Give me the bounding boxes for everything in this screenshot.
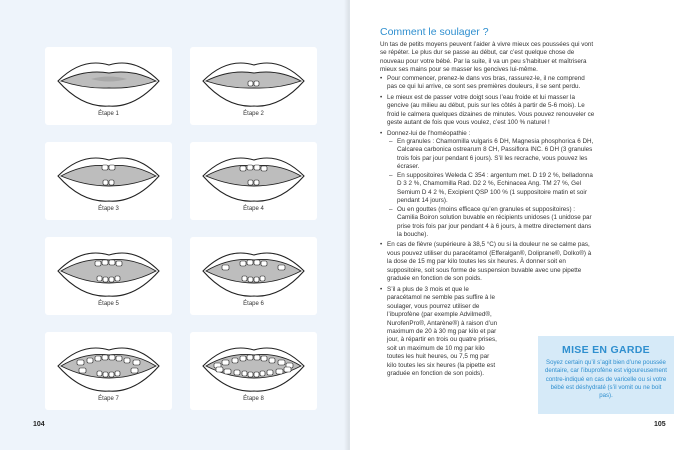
list-item: • Le mieux est de passer votre doigt sous l’eau froide et lui masser la gencive (au milieu au début, puis sur les côtés à partir de 5-6 mois). Le froid le calmera quelques dizaines de minutes. Vous pouvez renouveler ce geste autant de fois que vous voulez, c’est 100 % naturel !	[380, 94, 596, 128]
illustration-step-5	[45, 237, 172, 315]
warning-text: Soyez certain qu’il s’agit bien d’une poussée dentaire, car l’ibuprofène est vigoureusement contre-indiqué en cas de varicelle ou si votre bébé est déshydraté (s’il vomit ou ne boit pas).	[545, 359, 667, 400]
illustration-step-6	[190, 237, 317, 315]
sub-list-item: – En granules : Chamomilla vulgaris 6 DH, Magnesia phosphorica 6 DH, Calcarea carbonica ostrearum 8 CH, Passiflora INC. 6 DH (3 granules trois fois par jour pendant 6 jours). S’il les recrache, vous pouvez les écraser.	[387, 138, 596, 172]
page-number-right: 105	[654, 421, 666, 428]
step-label: Étape 7	[98, 396, 119, 402]
step-label: Étape 8	[243, 396, 264, 402]
mouth-illustration-icon	[55, 51, 162, 111]
article-body	[380, 41, 596, 379]
list-item-homeopathy	[380, 130, 596, 240]
warning-box	[538, 336, 674, 414]
illustration-step-3	[45, 142, 172, 220]
illustration-step-4	[190, 142, 317, 220]
illustration-step-2	[190, 47, 317, 125]
step-label: Étape 4	[243, 206, 264, 212]
list-item: • Pour commencer, prenez-le dans vos bras, rassurez-le, il ne comprend pas ce qui lui arrive, ce sont ses premières douleurs, il se sent perdu.	[380, 75, 596, 92]
sub-list-item: – Ou en gouttes (moins efficace qu’en granules et suppositoires) : Camilia Boiron solution buvable en récipients unidoses (1 unidose par prise trois fois par jour pendant 4 à 6 jours, à mettre directement dans la bouche).	[387, 206, 596, 240]
step-label: Étape 5	[98, 301, 119, 307]
step-label: Étape 3	[98, 206, 119, 212]
sub-list	[387, 138, 596, 239]
advice-list	[380, 75, 596, 379]
section-title: Comment le soulager ?	[380, 26, 489, 38]
warning-title: MISE EN GARDE	[562, 344, 650, 356]
step-label: Étape 2	[243, 111, 264, 117]
page-number-left: 104	[33, 421, 45, 428]
mouth-illustration-icon	[55, 336, 162, 396]
mouth-illustration-icon	[200, 241, 307, 301]
mouth-illustration-icon	[200, 146, 307, 206]
mouth-illustration-icon	[55, 146, 162, 206]
illustration-step-1	[45, 47, 172, 125]
list-item: • En cas de fièvre (supérieure à 38,5 °C) ou si la douleur ne se calme pas, vous pouvez utiliser du paracétamol (Efferalgan®, Doliprane®, Dolko®) à la dose de 15 mg par kilo toutes les six heures. À donner soit en suppositoire, soit sous forme de suspension buvable avec une pipette graduée en fonction de son poids.	[380, 241, 596, 283]
list-item: • S’il a plus de 3 mois et que le paracétamol ne semble pas suffire à le soulager, vous pourrez utiliser de l’ibuprofène (par exemple Advilmed®, NurofenPro®, Antarène®) à raison d’un maximum de 20 à 30 mg par kilo et par jour, à répartir en trois ou quatre prises, soit un maximum de 10 mg par kilo toutes les huit heures, ou 7,5 mg par kilo toutes les six heures (la pipette est graduée en fonction de son poids).	[380, 286, 498, 379]
sub-list-item: – En suppositoires Weleda C 354 : argentum met. D 19 2 %, belladonna D 3 2 %, Chamomilla Rad. D2 2 %, Echinacea Ang. TM 27 %, Gel Semium D 4 2 %, Excipient QSP 100 % (1 suppositoire matin et soir pendant 14 jours).	[387, 172, 596, 206]
mouth-illustration-icon	[200, 51, 307, 111]
list-item-label: Donnez-lui de l’homéopathie :	[387, 129, 471, 137]
illustration-step-8	[190, 332, 317, 410]
mouth-illustration-icon	[200, 336, 307, 396]
step-label: Étape 1	[98, 111, 119, 117]
intro-paragraph: Un tas de petits moyens peuvent l’aider à vivre mieux ces poussées qui vont se répéter. Le plus dur se passe au début, car c’est quelque chose de nouveau pour votre bébé. Par la suite, il va un peu s’habituer et maîtrisera mieux ses mains pour se masser les gencives lui-même.	[380, 41, 594, 74]
illustration-step-7	[45, 332, 172, 410]
step-label: Étape 6	[243, 301, 264, 307]
mouth-illustration-icon	[55, 241, 162, 301]
